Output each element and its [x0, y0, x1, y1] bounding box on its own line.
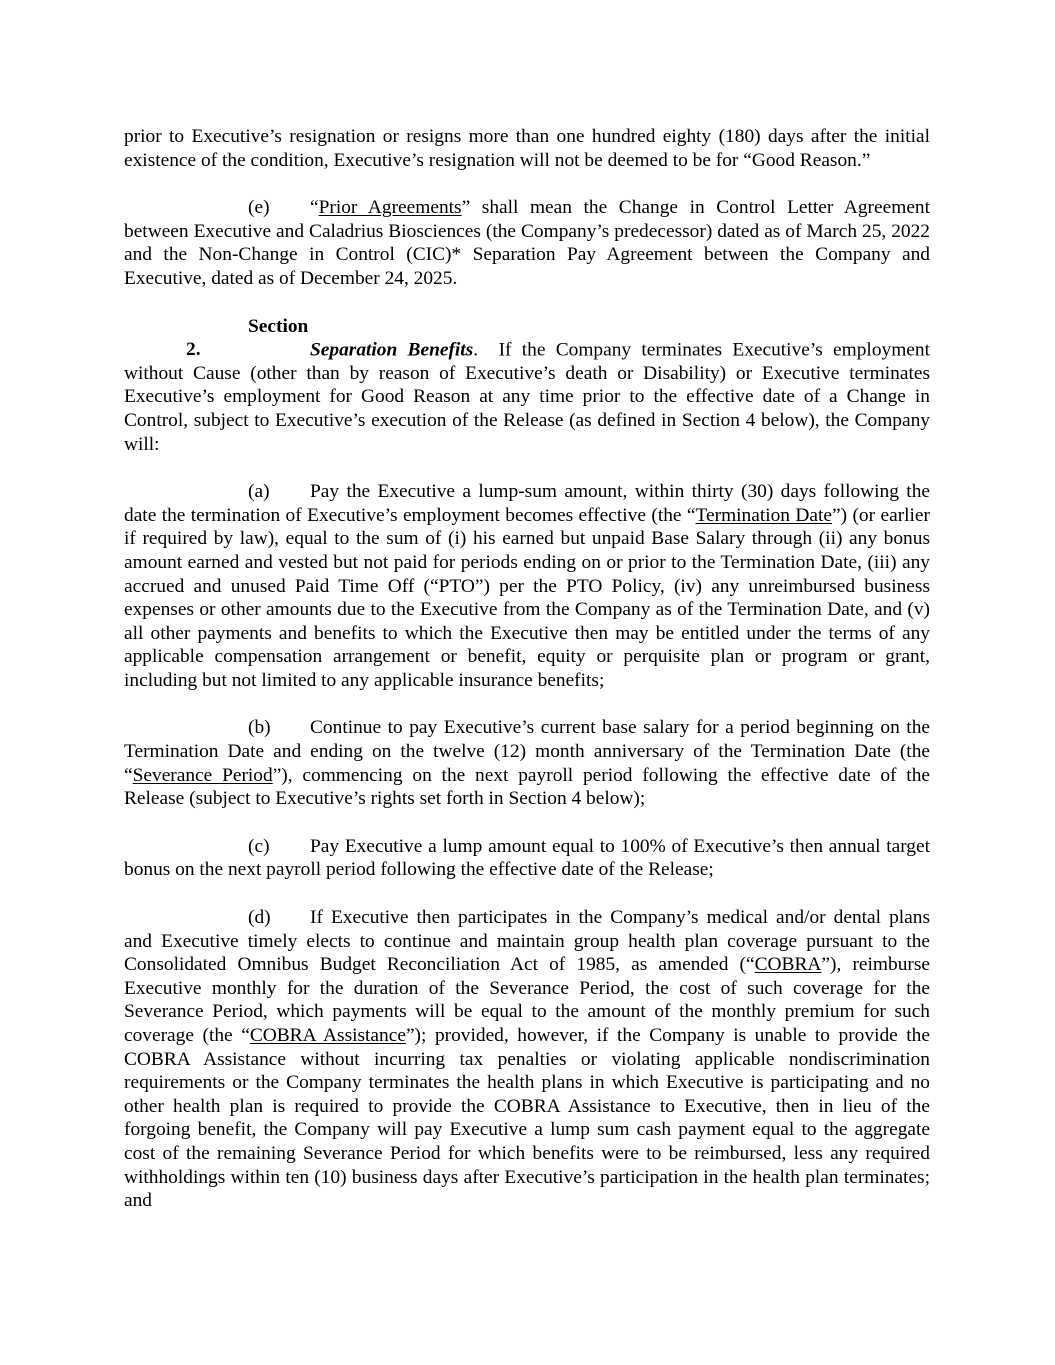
- paragraph-text: ”) (or earlier if required by law), equal to the sum of (i) his earned but unpaid Base Salary through (ii) any bonus amount earned and vested but not paid for periods ending on or prior to the Termination Date, (iii) any accrued and unused Paid Time Off (“PTO”) per the PTO Policy, (iv) any unreimbursed business expenses or other amounts due to the Executive from the Company as of the Termination Date, and (v) all other payments and benefits to which the Executive then may be entitled under the terms of any applicable compensation arrangement or benefit, equity or perquisite plan or program or grant, including but not limited to any applicable insurance benefits;: [124, 504, 930, 691]
- paragraph-text: If Executive then participates in the Company’s medical and/or dental plans and Executive timely elects to continue and maintain group health plan coverage pursuant to the Consolidated Omnibus Budget Reconciliation Act of 1985, as amended (“: [124, 907, 930, 976]
- section-number: Section 2.: [186, 315, 309, 361]
- paragraph-b-base-salary: [124, 716, 930, 810]
- defined-term-cobra-assistance: COBRA Assistance: [249, 1025, 406, 1046]
- paragraph-text: Pay the Executive a lump-sum amount, within thirty (30) days following the date the termination of Executive’s employment becomes effective (the “: [124, 481, 930, 526]
- paragraph-text: ”), reimburse Executive monthly for the duration of the Severance Period, the cost of such coverage for the Severance Period, which payments will be equal to the amount of the monthly premium for such coverage (the “: [124, 954, 930, 1046]
- paragraph-marker: (e): [248, 197, 270, 219]
- paragraph-e-prior-agreements: [124, 196, 930, 290]
- paragraph-text: Continue to pay Executive’s current base salary for a period beginning on the Termination Date and ending on the twelve (12) month anniversary of the Termination Date (the “: [124, 717, 930, 786]
- defined-term-prior-agreements: Prior Agreements: [318, 197, 462, 219]
- paragraph-c-target-bonus: [124, 835, 930, 882]
- paragraph-continuation: [124, 125, 930, 172]
- defined-term-cobra: COBRA: [754, 954, 822, 976]
- document-body: [124, 125, 930, 1237]
- section-title: Separation Benefits: [310, 339, 474, 361]
- paragraph-marker: (d): [248, 907, 271, 929]
- defined-term-termination-date: Termination Date: [695, 504, 833, 526]
- open-quote: “: [310, 197, 319, 219]
- paragraph-text: Pay Executive a lump amount equal to 100% of Executive’s then annual target bonus on the next payroll period following the effective date of the Release;: [124, 835, 930, 881]
- paragraph-a-lump-sum: [124, 480, 930, 692]
- section-title-period: .: [473, 339, 479, 361]
- paragraph-text: ” shall mean the Change in Control Letter Agreement between Executive and Caladrius Biosciences (the Company’s predecessor) dated as of March 25, 2022 and the Non-Change in Control (CIC)* Separation Pay Agreement between the Company and Executive, dated as of December 24, 2025.: [124, 197, 931, 289]
- paragraph-d-cobra: [124, 906, 930, 1213]
- paragraph-marker: (b): [248, 717, 271, 739]
- paragraph-marker: (c): [248, 835, 270, 857]
- defined-term-severance-period: Severance Period: [132, 764, 273, 786]
- paragraph-marker: (a): [248, 481, 270, 503]
- paragraph-text: ”); provided, however, if the Company is unable to provide the COBRA Assistance without incurring tax penalties or violating applicable nondiscrimination requirements or the Company terminates the health plans in which Executive is participating and no other health plan is required to provide the COBRA Assistance to Executive, then in lieu of the forgoing benefit, the Company will pay Executive a lump sum cash payment equal to the aggregate cost of the remaining Severance Period for which benefits were to be reimbursed, less any required withholdings within ten (10) business days after Executive’s participation in the health plan terminates; and: [124, 1025, 930, 1212]
- paragraph-text: prior to Executive’s resignation or resigns more than one hundred eighty (180) days after the initial existence of the condition, Executive’s resignation will not be deemed to be for “Good Reason.”: [124, 126, 930, 171]
- paragraph-text: If the Company terminates Executive’s employment without Cause (other than by reason of Executive’s death or Disability) or Executive terminates Executive’s employment for Good Reason at any time prior to the effective date of a Change in Control, subject to Executive’s execution of the Release (as defined in Section 4 below), the Company will:: [124, 339, 930, 455]
- paragraph-text: ”), commencing on the next payroll period following the effective date of the Release (subject to Executive’s rights set forth in Section 4 below);: [124, 764, 930, 810]
- section-2-separation-benefits: [124, 315, 930, 457]
